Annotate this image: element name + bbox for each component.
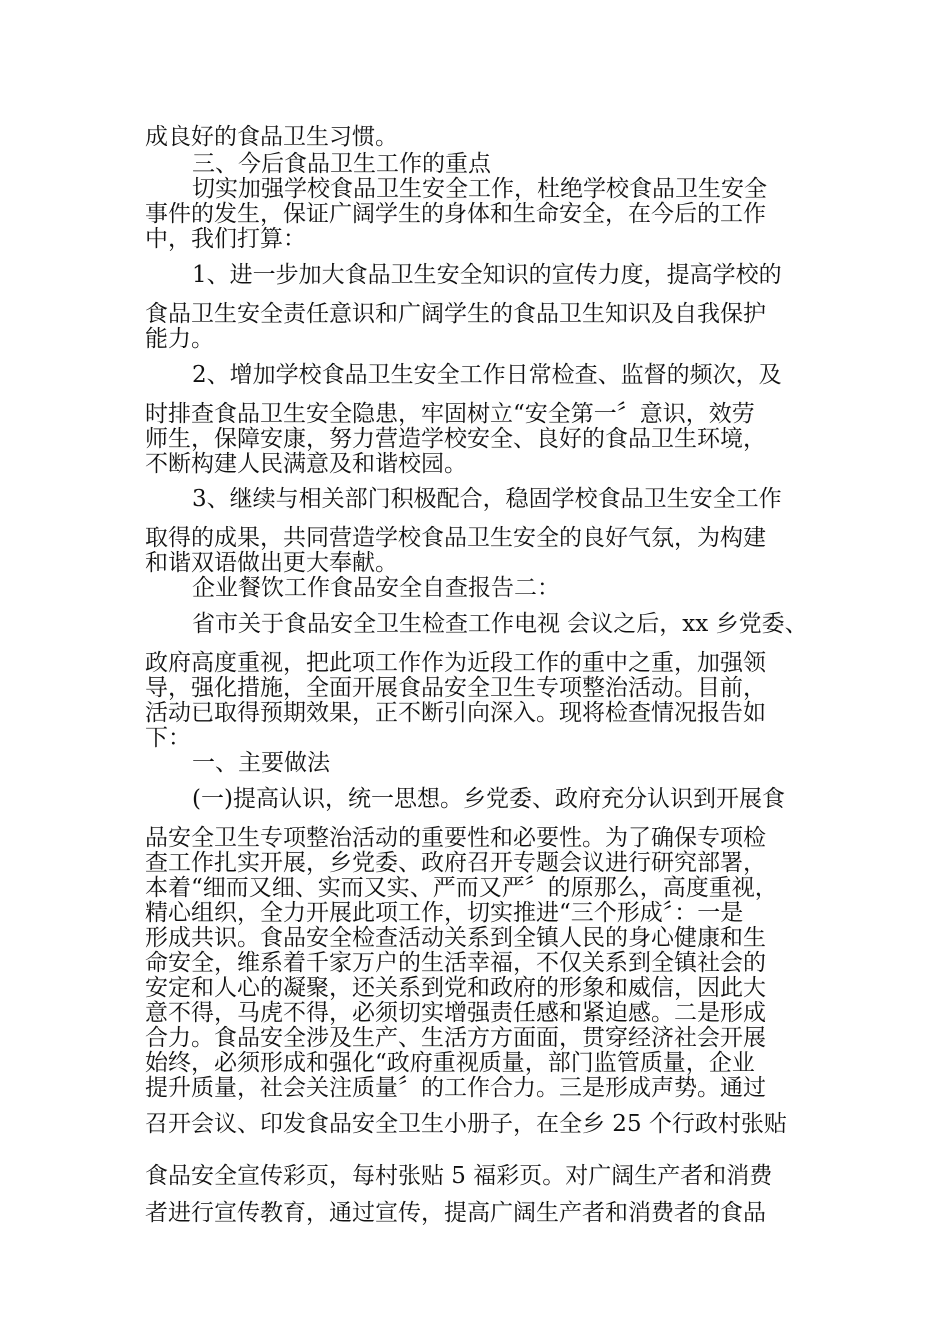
text-line: 中，我们打算： <box>145 226 306 252</box>
text-line: 者进行宣传教育，通过宣传，提高广阔生产者和消费者的食品 <box>145 1200 766 1226</box>
text-line: 省市关于食品安全卫生检查工作电视 会议之后，xx 乡党委、 <box>192 611 808 637</box>
text-line: 事件的发生，保证广阔学生的身体和生命安全，在今后的工作 <box>145 201 766 227</box>
text-line: 提升质量，社会关注质量〞的工作合力。三是形成声势。通过 <box>145 1075 766 1101</box>
text-line: (一)提高认识，统一思想。乡党委、政府充分认识到开展食 <box>192 786 785 812</box>
text-line: 和谐双语做出更大奉献。 <box>145 550 398 576</box>
text-line: 形成共识。食品安全检查活动关系到全镇人民的身心健康和生 <box>145 925 766 951</box>
section-heading: 一、主要做法 <box>192 750 330 776</box>
text-line: 合力。食品安全涉及生产、生活方方面面，贯穿经济社会开展 <box>145 1025 766 1051</box>
text-line: 3、继续与相关部门积极配合，稳固学校食品卫生安全工作 <box>192 486 782 512</box>
text-line: 安定和人心的凝聚，还关系到党和政府的形象和威信，因此大 <box>145 975 766 1001</box>
report-title: 企业餐饮工作食品安全自查报告二： <box>192 575 560 601</box>
text-line: 始终，必须形成和强化“政府重视质量，部门监管质量，企业 <box>145 1050 755 1076</box>
text-line: 切实加强学校食品卫生安全工作，杜绝学校食品卫生安全 <box>192 176 767 202</box>
text-line: 食品卫生安全责任意识和广阔学生的食品卫生知识及自我保护 <box>145 301 766 327</box>
section-heading: 三、今后食品卫生工作的重点 <box>192 151 491 177</box>
text-line: 命安全，维系着千家万户的生活幸福，不仅关系到全镇社会的 <box>145 950 766 976</box>
text-line: 不断构建人民满意及和谐校园。 <box>145 451 467 477</box>
text-line: 导，强化措施，全面开展食品安全卫生专项整治活动。目前， <box>145 675 766 701</box>
text-line: 能力。 <box>145 326 214 352</box>
text-line: 食品安全宣传彩页，每村张贴 5 福彩页。对广阔生产者和消费 <box>145 1163 773 1189</box>
text-line: 意不得，马虎不得，必须切实增强责任感和紧迫感。二是形成 <box>145 1000 766 1026</box>
text-line: 1、进一步加大食品卫生安全知识的宣传力度，提高学校的 <box>192 262 782 288</box>
text-line: 查工作扎实开展，乡党委、政府召开专题会议进行研究部署， <box>145 850 766 876</box>
text-line: 下： <box>145 725 191 751</box>
text-line: 召开会议、印发食品安全卫生小册子，在全乡 25 个行政村张贴 <box>145 1111 787 1137</box>
text-line: 师生，保障安康，努力营造学校安全、良好的食品卫生环境， <box>145 426 766 452</box>
text-line: 活动已取得预期效果，正不断引向深入。现将检查情况报告如 <box>145 700 766 726</box>
text-line: 取得的成果，共同营造学校食品卫生安全的良好气氛，为构建 <box>145 525 766 551</box>
text-line: 政府高度重视，把此项工作作为近段工作的重中之重，加强领 <box>145 650 766 676</box>
text-line: 时排查食品卫生安全隐患，牢固树立“安全第一〞意识，效劳 <box>145 401 755 427</box>
text-line: 2、增加学校食品卫生安全工作日常检查、监督的频次，及 <box>192 362 782 388</box>
text-line: 本着“细而又细、实而又实、严而又严〞的原那么，高度重视， <box>145 875 778 901</box>
text-line: 精心组织，全力开展此项工作，切实推进“三个形成〞：一是 <box>145 900 744 926</box>
text-line: 成良好的食品卫生习惯。 <box>145 124 398 150</box>
text-line: 品安全卫生专项整治活动的重要性和必要性。为了确保专项检 <box>145 825 766 851</box>
